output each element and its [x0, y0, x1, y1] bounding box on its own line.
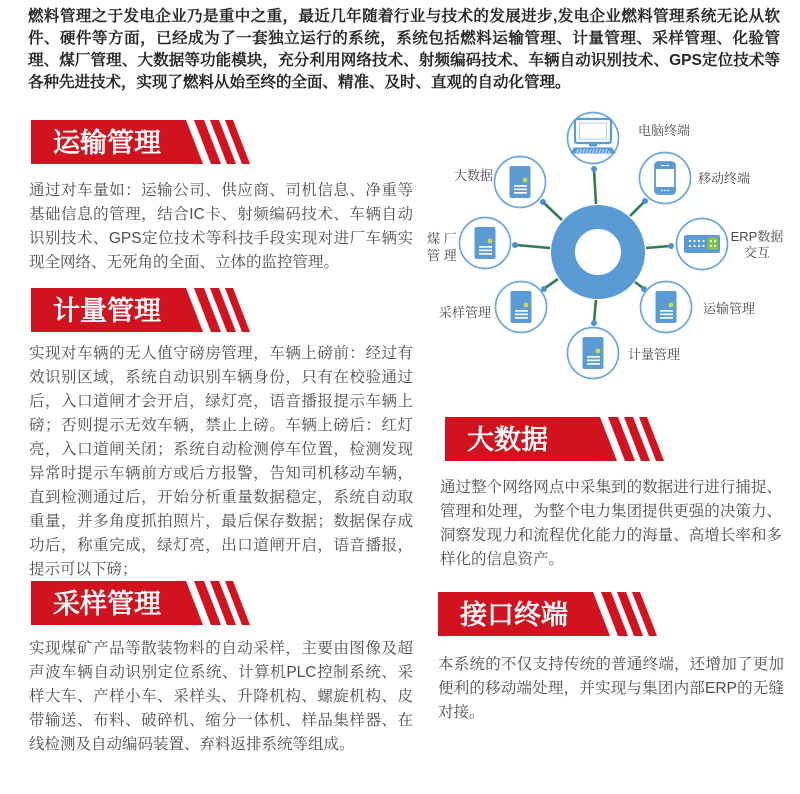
node-label-coalyard-line1: 煤 厂	[427, 231, 457, 246]
sampling-section-title: 采样管理	[53, 589, 161, 619]
server-icon-coalyard	[475, 227, 496, 259]
node-label-sampling: 采样管理	[438, 305, 491, 320]
banner-stripes	[194, 581, 250, 625]
terminal-section-body: 本系统的不仅支持传统的普通终端，还增加了更加便利的移动端处理，并实现与集团内部ERP的无缝对接。	[438, 656, 784, 721]
banner-stripes	[601, 592, 657, 636]
transport-section-title: 运输管理	[53, 128, 161, 158]
server-icon-bigdata	[510, 166, 531, 198]
bigdata-section-banner	[445, 417, 675, 461]
metering-section-title: 计量管理	[53, 296, 161, 326]
hub-diagram	[425, 106, 795, 398]
bigdata-section-body: 通过整个网络网点中采集到的数据进行进行捕捉、管理和处理，为整个电力集团提供更强的决策力、洞察发现力和流程优化能力的海量、高增长率和多样化的信息资产。	[440, 479, 782, 568]
computer-terminal-icon	[570, 119, 616, 154]
node-label-computer: 电脑终端	[638, 123, 691, 138]
hub-ring	[563, 217, 633, 287]
metering-section-body: 实现对车辆的无人值守磅房管理，车辆上磅前：经过有效识别区域，系统自动识别车辆身份，只有在校验通过后，入口道闸才会开启，绿灯亮，语音播报提示车辆上磅；否则提示无效车辆，禁止上磅。车辆上磅后：红灯亮，入口道闸关闭；系统自动检测停车位置，检测发现异常时提示车辆前方或后方报警，告知司机移动车辆，直到检测通过后，开始分析重量数据稳定，系统自动取重量，并多角度抓拍照片，最后保存数据；数据保存成功后，称重完成，绿灯亮，出口道闸开启，语音播报，提示可以下磅；	[29, 345, 413, 578]
server-icon-transport	[656, 291, 677, 323]
node-label-mobile: 移动终端	[698, 171, 751, 186]
transport-section-body: 通过对车量如：运输公司、供应商、司机信息、净重等基础信息的管理，结合IC卡、射频编码技术、车辆自动识别技术、GPS定位技术等科技手段实现对进厂车辆实现全网络、无死角的全面、立体的监控管理。	[29, 182, 413, 271]
node-label-erp-line1: ERP数据	[730, 229, 784, 244]
banner-stripes	[194, 120, 250, 164]
terminal-section-banner	[438, 592, 668, 636]
transport-section-banner	[31, 120, 261, 164]
erp-device-icon	[684, 235, 720, 253]
node-label-bigdata: 大数据	[453, 168, 493, 183]
server-icon-sampling	[511, 291, 532, 323]
node-label-transport: 运输管理	[703, 301, 756, 316]
node-label-erp-line2: 交互	[743, 245, 771, 260]
intro-paragraph: 燃料管理之于发电企业乃是重中之重，最近几年随着行业与技术的发展进步,发电企业燃料管理系统无论从软件、硬件等方面，已经成为了一套独立运行的系统，系统包括燃料运输管理、计量管理、采样管理、化验管理、煤厂管理、大数据等功能模块，充分利用网络技术、射频编码技术、车辆自动识别技术、GPS定位技术等各种先进技术，实现了燃料从始至终的全面、精准、及时、直观的自动化管理。	[28, 8, 780, 91]
node-label-coalyard-line2: 管 理	[427, 248, 457, 263]
terminal-section-title: 接口终端	[460, 600, 568, 630]
metering-section-banner	[31, 288, 261, 332]
banner-stripes	[608, 417, 664, 461]
mobile-terminal-icon	[655, 162, 675, 194]
sampling-section-banner	[31, 581, 261, 625]
node-label-metering: 计量管理	[628, 347, 681, 362]
banner-stripes	[194, 288, 250, 332]
bigdata-section-title: 大数据	[467, 425, 548, 455]
server-icon-metering	[583, 337, 604, 369]
sampling-section-body: 实现煤矿产品等散装物料的自动采样，主要由图像及超声波车辆自动识别定位系统、计算机PLC控制系统、采样大车、产样小车、采样头、升降机构、螺旋机构、皮带输送、布料、破碎机、缩分一体机、样品集样器、在线检测及自动编码装置、弃料返排系统等组成。	[29, 640, 413, 753]
